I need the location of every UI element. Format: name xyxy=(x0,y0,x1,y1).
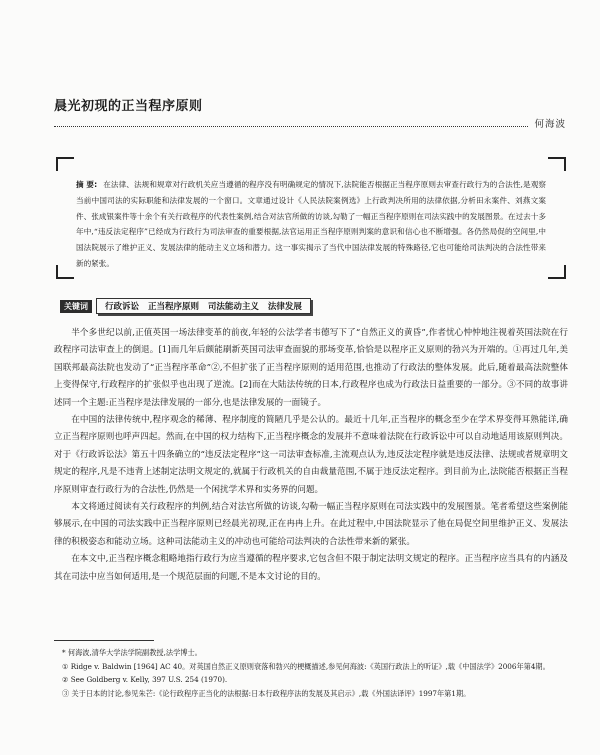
article-title: 晨光初现的正当程序原则 xyxy=(54,99,203,114)
bracket-corner xyxy=(548,265,566,279)
keywords-label: 关键词 xyxy=(60,300,92,313)
abstract-text: 在法律、法规和规章对行政机关应当遵循的程序没有明确规定的情况下,法院能否根据正当程序原则去审查行政行为的合法性,是观察当前中国司法的实际职能和法律发展的一个窗口。文章通过设计《人民法院案例选》上行政判决所用的法律依据,分析田永案件、刘燕文案件、张成银案件等十余个有关行政程序的代表性案例,结合对法官所做的访谈,勾勒了一幅正当程序原则在司法实践中的发展图景。在过去十多年中,“违反法定程序”已经成为行政行为司法审查的重要根据,法官运用正当程序原则判案的意识和信心也不断增强。各仍然局促的空间里,中国法院展示了维护正义、发展法律的能动主义立场和潜力。这一事实揭示了当代中国法律发展的特殊路径,它也可能给司法判决的合法性带来新的紧张。 xyxy=(76,180,546,268)
body-paragraph: 在中国的法律传统中,程序观念的稀薄、程序制度的简陋几乎是公认的。最近十几年,正当程序的概念至少在学术界变得耳熟能详,确立正当程序原则也呼声四起。然而,在中国的权力结构下,正当程序概念的发展并不意味着法院在行政诉讼中可以自动地适用该原则判决。对于《行政诉讼法》第五十四条确立的“违反法定程序”这一司法审查标准,主流观点认为,违反法定程序就是违反法律、法规或者规章明文规定的程序,凡是不违背上述制定法明文规定的,就属于行政机关的自由裁量范围,不属于违反法定程序。到目前为止,法院能否根据正当程序原则审查行政行为的合法性,仍然是一个闲扰学术界和实务界的问题。 xyxy=(54,415,568,495)
keywords xyxy=(60,298,311,314)
author-name: 何海波 xyxy=(534,119,566,130)
abstract-box xyxy=(56,157,566,279)
leader-dots xyxy=(54,120,528,127)
footnote: ③ 关于日本的讨论,参见朱芒:《论行政程序正当化的法根据:日本行政程序法的发展及其启示》,载《外国法译评》1997年第1期。 xyxy=(62,688,471,698)
footnotes xyxy=(54,640,568,700)
footnote: ① Ridge v. Baldwin [1964] AC 40。对英国自然正义原则衰落和勃兴的梗概描述,参见何海波:《英国行政法上的听证》,载《中国法学》2006年第4期。 xyxy=(62,661,550,671)
bracket-corner xyxy=(56,157,74,171)
author-line xyxy=(54,116,566,130)
footnote-rule xyxy=(54,640,154,641)
body-paragraph: 半个多世纪以前,正值英国一场法律变革的前夜,年轻的公法学者韦德写下了“自然正义的黄昏”,作者忧心忡忡地注视着英国法院在行政程序司法审查上的倒退。[1]而几年后颇能刷新英国司法审查面貌的那场变革,恰恰是以程序正义原则的勃兴为开端的。①再过几年,美国联邦最高法院也发动了“正当程序革命”②,不但扩张了正当程序原则的适用范围,也推动了行政法的整体发展。此后,随着最高法院整体上变得保守,行政程序的扩张似乎也出现了逆流。[2]而在大陆法传统的日本,行政程序也成为行政法日益重要的一部分。③不同的故事讲述同一个主题:正当程序是法律发展的一部分,也是法律发展的一面镜子。 xyxy=(54,328,568,408)
body-paragraph: 在本文中,正当程序概念粗略地指行政行为应当遵循的程序要求,它包含但不限于制定法明文规定的程序。正当程序应当具有的内涵及其在司法中应当如何适用,是一个规范层面的问题,不是本文讨论的目的。 xyxy=(54,554,568,582)
footnote: ② See Goldberg v. Kelly, 397 U.S. 254 (1970). xyxy=(62,675,228,685)
abstract xyxy=(76,177,546,272)
bracket-corner xyxy=(548,157,566,171)
article-body xyxy=(54,325,568,586)
footnote: * 何海波,清华大学法学院副教授,法学博士。 xyxy=(62,648,202,657)
keywords-terms: 行政诉讼 正当程序原则 司法能动主义 法律发展 xyxy=(96,298,311,314)
bracket-corner xyxy=(56,265,74,279)
abstract-label: 摘 要: xyxy=(76,180,98,189)
body-paragraph: 本文将通过阅读有关行政程序的判例,结合对法官所做的访谈,勾勒一幅正当程序原则在司法实践中的发展图景。笔者希望这些案例能够展示,在中国的司法实践中正当程序原则已经晨光初现,正在冉冉上升。在此过程中,中国法院显示了他在局促空间里维护正义、发展法律的积极姿态和能动立场。这种司法能动主义的冲动也可能给司法判决的合法性带来新的紧张。 xyxy=(54,502,568,547)
